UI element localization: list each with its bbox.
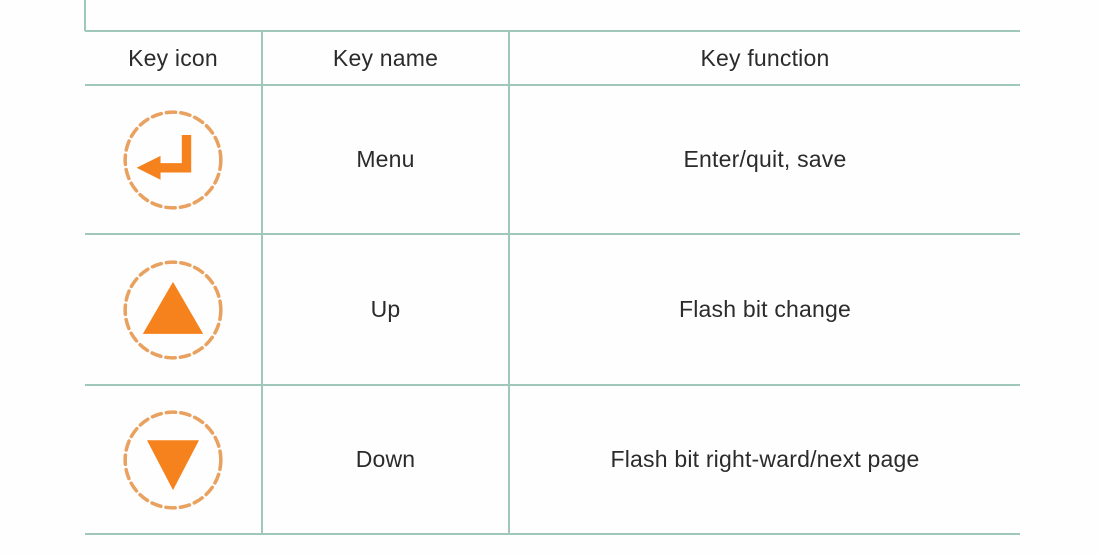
key-name-text: Menu bbox=[356, 146, 415, 172]
header-key-icon bbox=[85, 32, 263, 86]
key-function-cell bbox=[510, 386, 1020, 535]
key-icon-cell bbox=[85, 386, 263, 535]
up-key-icon bbox=[121, 258, 225, 362]
header-key-icon-label: Key icon bbox=[128, 44, 218, 71]
key-function-cell bbox=[510, 86, 1020, 235]
key-function-cell bbox=[510, 235, 1020, 386]
down-key-icon bbox=[121, 408, 225, 512]
key-function-text: Flash bit right-ward/next page bbox=[610, 446, 920, 472]
key-description-table bbox=[85, 30, 1020, 535]
header-key-function bbox=[510, 32, 1020, 86]
cropped-grid-line-remnant bbox=[84, 0, 86, 31]
key-name-cell bbox=[263, 235, 510, 386]
key-icon-cell bbox=[85, 86, 263, 235]
header-key-name bbox=[263, 32, 510, 86]
key-function-text: Enter/quit, save bbox=[683, 146, 847, 172]
key-name-cell bbox=[263, 386, 510, 535]
key-icon-cell bbox=[85, 235, 263, 386]
header-key-name-label: Key name bbox=[332, 44, 439, 71]
key-name-text: Down bbox=[355, 446, 416, 472]
key-name-cell bbox=[263, 86, 510, 235]
header-key-function-label: Key function bbox=[700, 44, 830, 71]
key-function-text: Flash bit change bbox=[679, 296, 851, 322]
key-name-text: Up bbox=[370, 296, 401, 322]
enter-key-icon bbox=[121, 108, 225, 212]
